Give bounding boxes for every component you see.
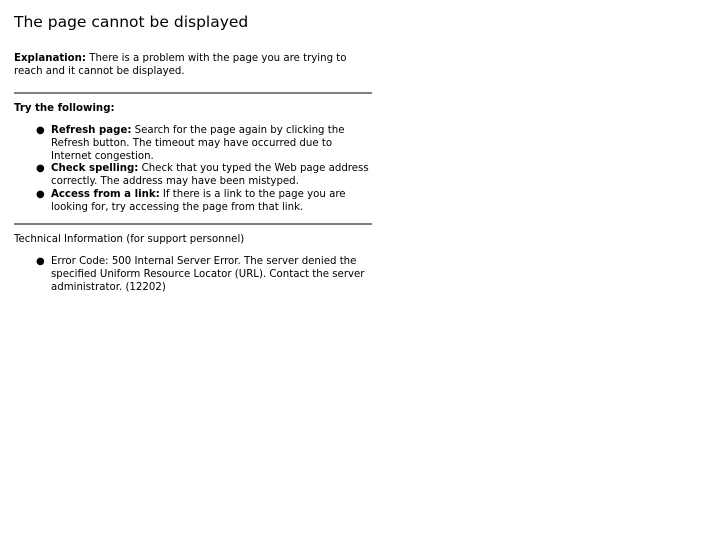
try-following-heading: Try the following: xyxy=(14,103,115,114)
explanation-paragraph xyxy=(14,52,364,78)
bullet-icon: ● xyxy=(36,163,45,175)
suggestion-label: Check spelling: xyxy=(51,163,139,175)
bullet-icon: ● xyxy=(36,188,45,200)
bullet-icon: ● xyxy=(36,125,45,136)
error-code-text: Error Code: 500 Internal Server Error. The server denied the specified Uniform Resource Locator (URL). Contact the server administrator. (12202) xyxy=(51,256,365,293)
suggestion-label: Access from a link: xyxy=(51,188,160,200)
technical-info-heading: Technical Information (for support personnel) xyxy=(14,234,245,245)
suggestions-list xyxy=(36,125,373,215)
suggestion-text: Check that you typed the Web page address correctly. The address may have been mistyped. xyxy=(51,163,369,188)
suggestion-text: Search for the page again by clicking the Refresh button. The timeout may have occurred due to Internet congestion. xyxy=(51,125,345,162)
list-item xyxy=(36,163,373,189)
bullet-icon: ● xyxy=(36,256,45,267)
explanation-text: There is a problem with the page you are trying to reach and it cannot be displayed. xyxy=(14,53,347,77)
list-item xyxy=(36,256,373,294)
list-item xyxy=(36,125,373,163)
divider xyxy=(14,223,372,225)
explanation-label: Explanation: xyxy=(14,53,87,64)
suggestion-label: Refresh page: xyxy=(51,125,132,136)
list-item xyxy=(36,188,373,215)
technical-info-list xyxy=(36,256,373,294)
page-title: The page cannot be displayed xyxy=(14,13,249,31)
divider xyxy=(14,92,372,94)
suggestion-text: If there is a link to the page you are looking for, try accessing the page from that link. xyxy=(51,188,346,213)
